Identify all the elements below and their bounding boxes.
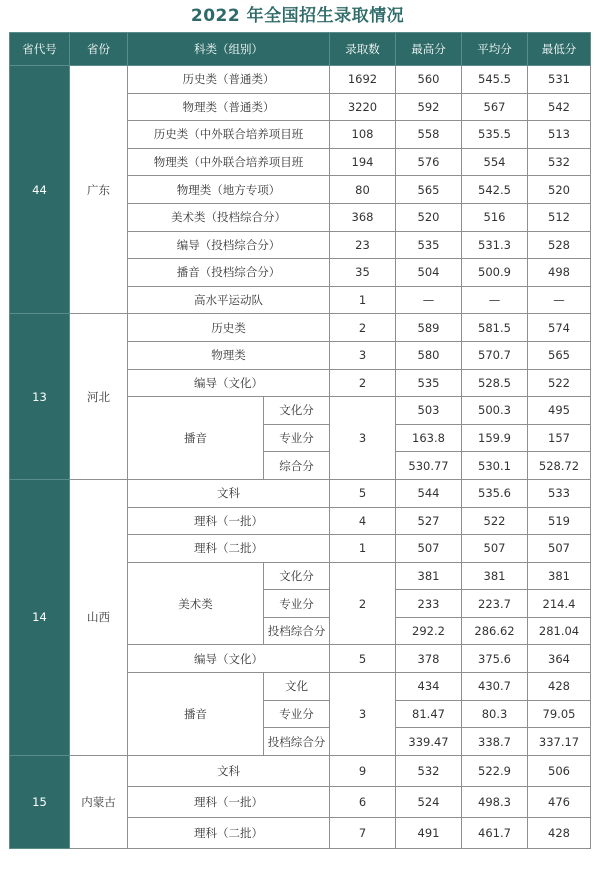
admitted-count-cell: 2 (330, 562, 396, 645)
max-score-cell: 560 (396, 66, 462, 94)
avg-score-cell: 507 (462, 535, 528, 563)
min-score-cell: 364 (528, 645, 591, 673)
province-code-cell: 13 (10, 314, 70, 480)
admitted-count-cell: 7 (330, 817, 396, 848)
max-score-cell: 504 (396, 259, 462, 287)
province-name-cell: 山西 (70, 479, 128, 755)
admitted-count-cell: 2 (330, 369, 396, 397)
max-score-cell: 381 (396, 562, 462, 590)
avg-score-cell: 516 (462, 203, 528, 231)
category-cell: 编导（投档综合分） (128, 231, 330, 259)
min-score-cell: 495 (528, 397, 591, 425)
max-score-cell: 544 (396, 479, 462, 507)
province-name-cell: 内蒙古 (70, 755, 128, 848)
avg-score-cell: 430.7 (462, 673, 528, 701)
avg-score-cell: 500.9 (462, 259, 528, 287)
admitted-count-cell: 3 (330, 397, 396, 480)
max-score-cell: 503 (396, 397, 462, 425)
admitted-count-cell: 194 (330, 148, 396, 176)
avg-score-cell: 530.1 (462, 452, 528, 480)
max-score-cell: 507 (396, 535, 462, 563)
category-cell: 物理类 (128, 341, 330, 369)
min-score-cell: 381 (528, 562, 591, 590)
sub-category-cell: 专业分 (264, 590, 330, 618)
avg-score-cell: 159.9 (462, 424, 528, 452)
category-cell: 理科（一批） (128, 507, 330, 535)
sub-category-cell: 综合分 (264, 452, 330, 480)
province-name-cell: 河北 (70, 314, 128, 480)
header-min-score: 最低分 (528, 33, 591, 66)
max-score-cell: 233 (396, 590, 462, 618)
avg-score-cell: 500.3 (462, 397, 528, 425)
category-cell: 历史类（普通类） (128, 66, 330, 94)
sub-category-cell: 投档综合分 (264, 617, 330, 645)
min-score-cell: 214.4 (528, 590, 591, 618)
max-score-cell: 491 (396, 817, 462, 848)
min-score-cell: — (528, 286, 591, 314)
max-score-cell: 292.2 (396, 617, 462, 645)
province-code-cell: 15 (10, 755, 70, 848)
admitted-count-cell: 80 (330, 176, 396, 204)
admitted-count-cell: 1692 (330, 66, 396, 94)
avg-score-cell: 531.3 (462, 231, 528, 259)
category-cell: 高水平运动队 (128, 286, 330, 314)
avg-score-cell: — (462, 286, 528, 314)
min-score-cell: 281.04 (528, 617, 591, 645)
max-score-cell: 565 (396, 176, 462, 204)
category-cell: 美术类（投档综合分） (128, 203, 330, 231)
category-cell: 物理类（地方专项） (128, 176, 330, 204)
max-score-cell: 532 (396, 755, 462, 786)
avg-score-cell: 554 (462, 148, 528, 176)
min-score-cell: 520 (528, 176, 591, 204)
category-cell: 理科（二批） (128, 535, 330, 563)
min-score-cell: 498 (528, 259, 591, 287)
min-score-cell: 528 (528, 231, 591, 259)
max-score-cell: 520 (396, 203, 462, 231)
max-score-cell: 81.47 (396, 700, 462, 728)
min-score-cell: 512 (528, 203, 591, 231)
admitted-count-cell: 2 (330, 314, 396, 342)
province-code-cell: 44 (10, 66, 70, 314)
min-score-cell: 542 (528, 93, 591, 121)
max-score-cell: 530.77 (396, 452, 462, 480)
min-score-cell: 476 (528, 786, 591, 817)
max-score-cell: 378 (396, 645, 462, 673)
header-avg-score: 平均分 (462, 33, 528, 66)
admitted-count-cell: 9 (330, 755, 396, 786)
admitted-count-cell: 6 (330, 786, 396, 817)
page-title: 2022 年全国招生录取情况 (190, 6, 405, 26)
avg-score-cell: 381 (462, 562, 528, 590)
max-score-cell: 339.47 (396, 728, 462, 756)
avg-score-cell: 567 (462, 93, 528, 121)
avg-score-cell: 535.6 (462, 479, 528, 507)
min-score-cell: 519 (528, 507, 591, 535)
avg-score-cell: 522 (462, 507, 528, 535)
min-score-cell: 522 (528, 369, 591, 397)
avg-score-cell: 375.6 (462, 645, 528, 673)
min-score-cell: 533 (528, 479, 591, 507)
admitted-count-cell: 35 (330, 259, 396, 287)
header-max-score: 最高分 (396, 33, 462, 66)
avg-score-cell: 461.7 (462, 817, 528, 848)
avg-score-cell: 570.7 (462, 341, 528, 369)
min-score-cell: 528.72 (528, 452, 591, 480)
min-score-cell: 574 (528, 314, 591, 342)
min-score-cell: 506 (528, 755, 591, 786)
max-score-cell: 535 (396, 369, 462, 397)
sub-category-cell: 文化分 (264, 397, 330, 425)
min-score-cell: 337.17 (528, 728, 591, 756)
avg-score-cell: 542.5 (462, 176, 528, 204)
category-cell: 物理类（普通类） (128, 93, 330, 121)
max-score-cell: 163.8 (396, 424, 462, 452)
category-cell: 编导（文化） (128, 645, 330, 673)
table-row (10, 66, 591, 94)
max-score-cell: 576 (396, 148, 462, 176)
sub-category-cell: 专业分 (264, 424, 330, 452)
category-cell: 理科（一批） (128, 786, 330, 817)
max-score-cell: 580 (396, 341, 462, 369)
admitted-count-cell: 3220 (330, 93, 396, 121)
province-name-cell: 广东 (70, 66, 128, 314)
max-score-cell: 592 (396, 93, 462, 121)
min-score-cell: 513 (528, 121, 591, 149)
table-row (10, 755, 591, 786)
category-cell: 美术类 (128, 562, 264, 645)
min-score-cell: 157 (528, 424, 591, 452)
province-code-cell: 14 (10, 479, 70, 755)
avg-score-cell: 338.7 (462, 728, 528, 756)
max-score-cell: 535 (396, 231, 462, 259)
category-cell: 历史类（中外联合培养项目班 (128, 121, 330, 149)
category-cell: 文科 (128, 479, 330, 507)
table-row (10, 479, 591, 507)
min-score-cell: 428 (528, 673, 591, 701)
min-score-cell: 428 (528, 817, 591, 848)
avg-score-cell: 535.5 (462, 121, 528, 149)
admitted-count-cell: 368 (330, 203, 396, 231)
category-cell: 编导（文化） (128, 369, 330, 397)
category-cell: 理科（二批） (128, 817, 330, 848)
avg-score-cell: 80.3 (462, 700, 528, 728)
min-score-cell: 79.05 (528, 700, 591, 728)
sub-category-cell: 文化 (264, 673, 330, 701)
avg-score-cell: 223.7 (462, 590, 528, 618)
category-cell: 播音 (128, 397, 264, 480)
min-score-cell: 531 (528, 66, 591, 94)
avg-score-cell: 581.5 (462, 314, 528, 342)
avg-score-cell: 528.5 (462, 369, 528, 397)
category-cell: 物理类（中外联合培养项目班 (128, 148, 330, 176)
table-row (10, 314, 591, 342)
header-category: 科类（组别） (128, 33, 330, 66)
category-cell: 文科 (128, 755, 330, 786)
header-province-code: 省代号 (10, 33, 70, 66)
min-score-cell: 532 (528, 148, 591, 176)
max-score-cell: 589 (396, 314, 462, 342)
max-score-cell: 558 (396, 121, 462, 149)
avg-score-cell: 498.3 (462, 786, 528, 817)
admitted-count-cell: 108 (330, 121, 396, 149)
admitted-count-cell: 1 (330, 535, 396, 563)
avg-score-cell: 522.9 (462, 755, 528, 786)
min-score-cell: 507 (528, 535, 591, 563)
admitted-count-cell: 3 (330, 341, 396, 369)
min-score-cell: 565 (528, 341, 591, 369)
avg-score-cell: 286.62 (462, 617, 528, 645)
header-admitted: 录取数 (330, 33, 396, 66)
sub-category-cell: 专业分 (264, 700, 330, 728)
admitted-count-cell: 23 (330, 231, 396, 259)
max-score-cell: 524 (396, 786, 462, 817)
admitted-count-cell: 1 (330, 286, 396, 314)
admitted-count-cell: 4 (330, 507, 396, 535)
admitted-count-cell: 5 (330, 645, 396, 673)
max-score-cell: 527 (396, 507, 462, 535)
avg-score-cell: 545.5 (462, 66, 528, 94)
admission-table (9, 32, 591, 849)
header-province: 省份 (70, 33, 128, 66)
sub-category-cell: 投档综合分 (264, 728, 330, 756)
sub-category-cell: 文化分 (264, 562, 330, 590)
header-row (10, 33, 591, 66)
admitted-count-cell: 5 (330, 479, 396, 507)
max-score-cell: 434 (396, 673, 462, 701)
category-cell: 播音 (128, 673, 264, 756)
admitted-count-cell: 3 (330, 673, 396, 756)
category-cell: 历史类 (128, 314, 330, 342)
category-cell: 播音（投档综合分） (128, 259, 330, 287)
max-score-cell: — (396, 286, 462, 314)
